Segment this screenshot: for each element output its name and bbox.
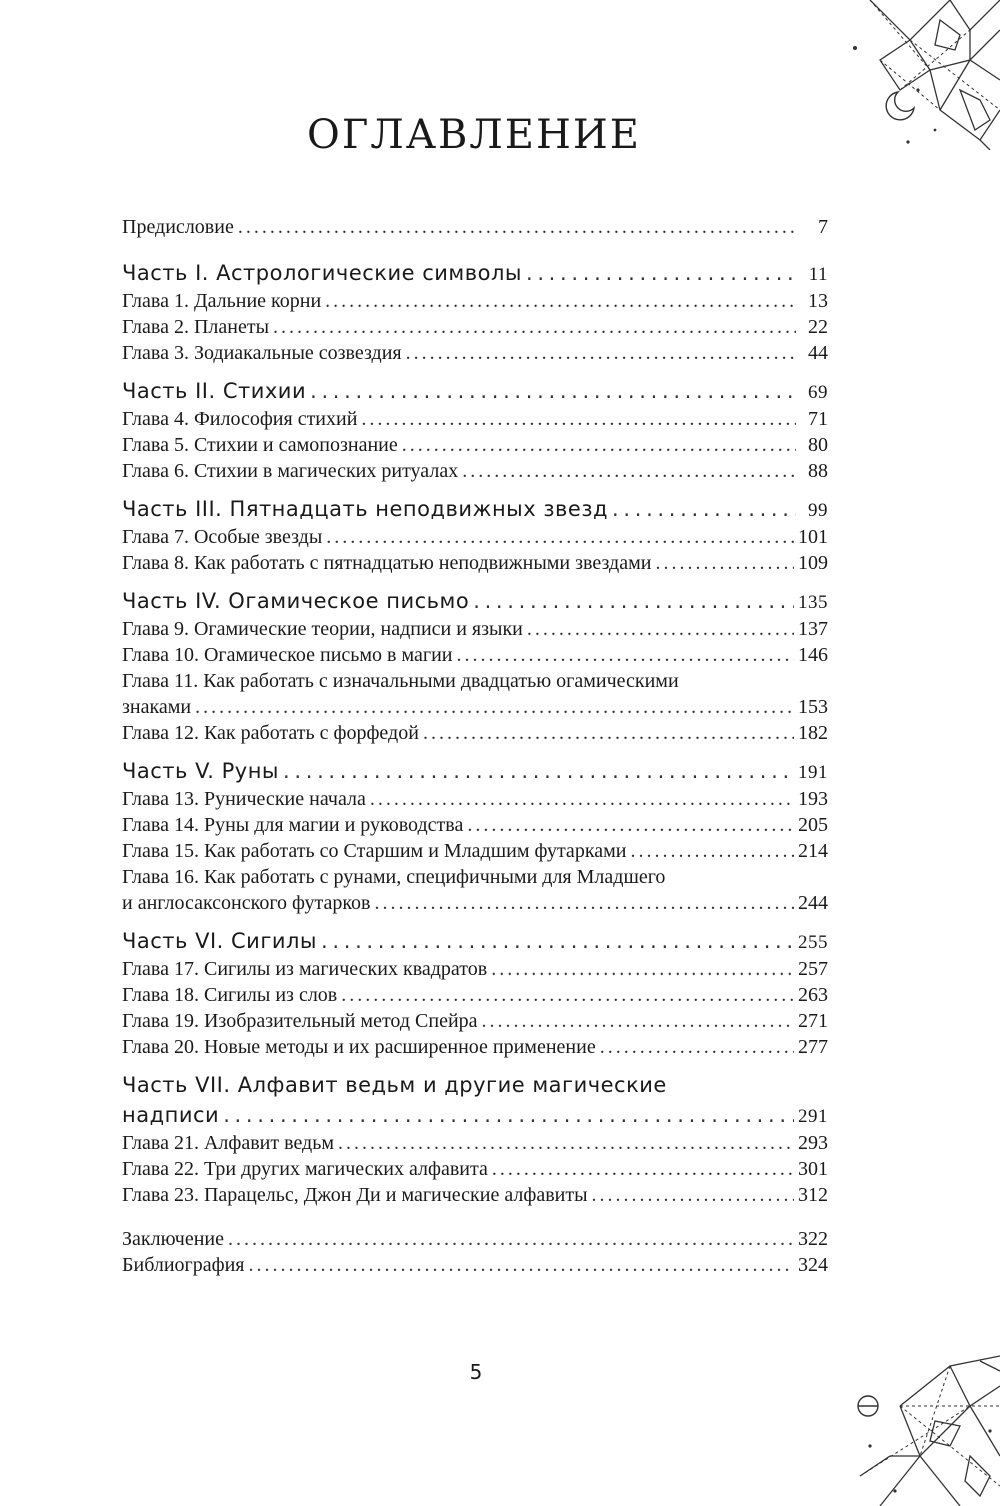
- toc-entry-page: 324: [798, 1254, 828, 1276]
- toc-entry-page: 205: [798, 814, 828, 836]
- toc-entry-page: 257: [798, 958, 828, 980]
- toc-entry-page: 255: [798, 932, 828, 953]
- toc-entry-page: 312: [798, 1184, 828, 1206]
- toc-chapter-16[interactable]: [122, 890, 828, 916]
- toc-part-5[interactable]: [122, 756, 828, 786]
- toc-entry-page: 80: [808, 434, 828, 456]
- toc-part-title: Часть V. Руны: [122, 759, 280, 783]
- toc-entry-title: Глава 12. Как работать с форфедой: [122, 722, 419, 744]
- toc-entry-title: Глава 7. Особые звезды: [122, 526, 323, 548]
- toc-entry-title: Глава 3. Зодиакальные созвездия: [122, 342, 402, 364]
- toc-chapter-20[interactable]: [122, 1034, 828, 1060]
- dot-leader: [526, 258, 796, 288]
- toc-part-title: Часть IV. Огамическое письмо: [122, 589, 470, 613]
- page-number: 5: [469, 1360, 483, 1384]
- toc-chapter-5[interactable]: [122, 432, 828, 458]
- dot-leader: [600, 1034, 794, 1060]
- toc-part-title: Часть VI. Сигилы: [122, 929, 318, 953]
- dot-leader: [423, 720, 794, 746]
- toc-chapter-21[interactable]: [122, 1130, 828, 1156]
- toc-entry-title: Глава 10. Огамическое письмо в магии: [122, 644, 453, 666]
- toc-entry-title: знаками: [122, 696, 192, 718]
- toc-chapter-19[interactable]: [122, 1008, 828, 1034]
- dot-leader: [325, 288, 796, 314]
- toc-chapter-4[interactable]: [122, 406, 828, 432]
- toc-chapter-11-line-1[interactable]: Глава 11. Как работать с изначальными двадцатью огамическими: [122, 670, 679, 692]
- toc-entry-page: 214: [798, 840, 828, 862]
- toc-chapter-3[interactable]: [122, 340, 828, 366]
- toc-chapter-23[interactable]: [122, 1182, 828, 1208]
- dot-leader: [310, 376, 796, 406]
- toc-chapter-9[interactable]: [122, 616, 828, 642]
- toc-entry-page: 322: [798, 1228, 828, 1250]
- toc-entry-title: Глава 14. Руны для магии и руководства: [122, 814, 464, 836]
- toc-chapter-11[interactable]: [122, 694, 828, 720]
- toc-part-7[interactable]: [122, 1100, 828, 1130]
- toc-entry-page: 271: [798, 1010, 828, 1032]
- toc-entry-conclusion[interactable]: [122, 1226, 828, 1252]
- toc-entry-page: 293: [798, 1132, 828, 1154]
- toc-entry-page: 101: [798, 526, 828, 548]
- toc-entry-page: 7: [818, 216, 828, 238]
- toc-entry-page: 71: [808, 408, 828, 430]
- toc-part-4[interactable]: [122, 586, 828, 616]
- dot-leader: [283, 756, 794, 786]
- dot-leader: [228, 1226, 794, 1252]
- toc-entry-title: Глава 19. Изобразительный метод Спейра: [122, 1010, 478, 1032]
- toc-entry-page: 135: [798, 592, 828, 613]
- toc-entry-bibliography[interactable]: [122, 1252, 828, 1278]
- dot-leader: [467, 812, 794, 838]
- toc-entry-title: Предисловие: [122, 216, 234, 238]
- toc-part-7-line-1[interactable]: Часть VII. Алфавит ведьм и другие магические: [122, 1073, 667, 1097]
- toc-entry-page: 263: [798, 984, 828, 1006]
- dot-leader: [238, 214, 796, 240]
- dot-leader: [457, 642, 795, 668]
- toc-chapter-10[interactable]: [122, 642, 828, 668]
- toc-entry-page: 146: [798, 644, 828, 666]
- toc-entry-page: 88: [808, 460, 828, 482]
- dot-leader: [655, 550, 794, 576]
- toc-entry-title: Глава 1. Дальние корни: [122, 290, 322, 312]
- toc-chapter-18[interactable]: [122, 982, 828, 1008]
- toc-entry-title: Глава 4. Философия стихий: [122, 408, 358, 430]
- toc-entry-page: 191: [798, 762, 828, 783]
- toc-entry-page: 182: [798, 722, 828, 744]
- toc-part-3[interactable]: [122, 494, 828, 524]
- toc-part-2[interactable]: [122, 376, 828, 406]
- dot-leader: [321, 926, 794, 956]
- toc-entry-title: Глава 2. Планеты: [122, 316, 270, 338]
- toc-entry-title: Глава 8. Как работать с пятнадцатью неподвижными звездами: [122, 552, 652, 574]
- toc-entry-page: 109: [798, 552, 828, 574]
- toc-entry-title: Глава 15. Как работать со Старшим и Младшим футарками: [122, 840, 627, 862]
- toc-entry-title: Библиография: [122, 1254, 245, 1276]
- dot-leader: [273, 314, 796, 340]
- toc-entry-title: Глава 23. Парацельс, Джон Ди и магические алфавиты: [122, 1184, 588, 1206]
- toc-entry-title: Глава 9. Огамические теории, надписи и языки: [122, 618, 523, 640]
- toc-chapter-17[interactable]: [122, 956, 828, 982]
- toc-entry-title: Глава 18. Сигилы из слов: [122, 984, 338, 1006]
- toc-chapter-22[interactable]: [122, 1156, 828, 1182]
- toc-entry-title: Глава 6. Стихии в магических ритуалах: [122, 460, 459, 482]
- dot-leader: [326, 524, 794, 550]
- toc-entry-page: 11: [808, 264, 828, 285]
- dot-leader: [341, 982, 794, 1008]
- toc-entry-page: 13: [808, 290, 828, 312]
- page-title: ОГЛАВЛЕНИЕ: [307, 112, 641, 158]
- toc-part-1[interactable]: [122, 258, 828, 288]
- toc-entry-page: 244: [798, 892, 828, 914]
- toc-chapter-16-line-1[interactable]: Глава 16. Как работать с рунами, специфичными для Младшего: [122, 866, 666, 888]
- dot-leader: [338, 1130, 794, 1156]
- toc-part-title: Часть II. Стихии: [122, 379, 307, 403]
- toc-entry-page: 291: [798, 1106, 828, 1127]
- dot-leader: [195, 694, 794, 720]
- dot-leader: [527, 616, 794, 642]
- toc-entry-page: 99: [808, 500, 828, 521]
- toc-entry-page: 69: [808, 382, 828, 403]
- toc-entry-page: 301: [798, 1158, 828, 1180]
- toc-chapter-1[interactable]: [122, 288, 828, 314]
- toc-chapter-6[interactable]: [122, 458, 828, 484]
- toc-chapter-14[interactable]: [122, 812, 828, 838]
- dot-leader: [492, 1156, 794, 1182]
- dot-leader: [361, 406, 796, 432]
- toc-entry-title: Глава 17. Сигилы из магических квадратов: [122, 958, 488, 980]
- dot-leader: [592, 1182, 794, 1208]
- toc-entry-title: Глава 13. Рунические начала: [122, 788, 366, 810]
- toc-chapter-13[interactable]: [122, 786, 828, 812]
- dot-leader: [223, 1100, 794, 1130]
- toc-chapter-8[interactable]: [122, 550, 828, 576]
- decorative-geometry-bottom: [840, 1346, 1000, 1506]
- dot-leader: [462, 458, 796, 484]
- toc-part-title: надписи: [122, 1103, 220, 1127]
- dot-leader: [491, 956, 794, 982]
- dot-leader: [402, 432, 796, 458]
- toc-entry-page: 137: [798, 618, 828, 640]
- dot-leader: [370, 786, 794, 812]
- toc-entry-page: 193: [798, 788, 828, 810]
- dot-leader: [612, 494, 796, 524]
- toc-entry-title: Глава 5. Стихии и самопознание: [122, 434, 398, 456]
- toc-entry-page: 153: [798, 696, 828, 718]
- toc-entry-title: Глава 22. Три других магических алфавита: [122, 1158, 488, 1180]
- dot-leader: [375, 890, 795, 916]
- toc-entry-page: 44: [808, 342, 828, 364]
- dot-leader: [482, 1008, 794, 1034]
- dot-leader: [473, 586, 794, 616]
- toc-chapter-7[interactable]: [122, 524, 828, 550]
- toc-entry-title: Глава 21. Алфавит ведьм: [122, 1132, 335, 1154]
- table-of-contents: [122, 214, 828, 1278]
- toc-chapter-15[interactable]: [122, 838, 828, 864]
- toc-chapter-12[interactable]: [122, 720, 828, 746]
- toc-part-6[interactable]: [122, 926, 828, 956]
- dot-leader: [249, 1252, 795, 1278]
- toc-entry-title: и англосаксонского футарков: [122, 892, 371, 914]
- toc-entry-title: Заключение: [122, 1228, 224, 1250]
- toc-part-title: Часть I. Астрологические символы: [122, 261, 522, 285]
- dot-leader: [630, 838, 794, 864]
- toc-entry-title: Глава 20. Новые методы и их расширенное применение: [122, 1036, 596, 1058]
- toc-entry-page: 22: [808, 316, 828, 338]
- toc-chapter-2[interactable]: [122, 314, 828, 340]
- dot-leader: [406, 340, 796, 366]
- toc-entry-page: 277: [798, 1036, 828, 1058]
- toc-entry-preface[interactable]: [122, 214, 828, 240]
- toc-part-title: Часть III. Пятнадцать неподвижных звезд: [122, 497, 609, 521]
